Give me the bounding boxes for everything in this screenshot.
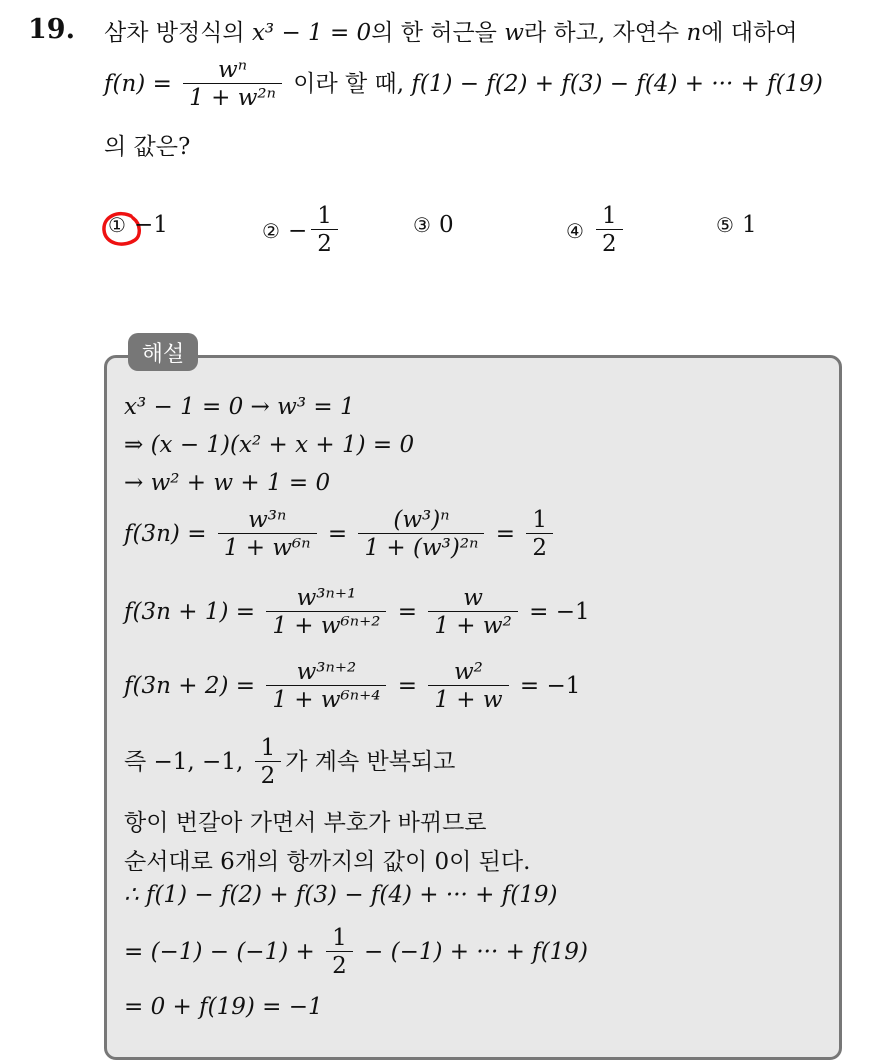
lhs: f(3n + 1) = — [124, 598, 256, 625]
denominator: 1 + w⁶ⁿ — [218, 533, 317, 561]
numerator: 1 — [317, 203, 332, 229]
fraction — [266, 586, 386, 640]
choice-fraction — [311, 204, 338, 258]
equals: = — [495, 520, 515, 547]
text: 에 대하여 — [701, 20, 798, 46]
fraction — [428, 586, 517, 640]
choice-3[interactable] — [413, 212, 454, 238]
numerator: w — [463, 585, 483, 611]
choice-mark: ③ — [413, 213, 431, 237]
numerator: 1 — [260, 735, 276, 761]
text: 가 계속 반복되고 — [285, 748, 456, 775]
text: 이라 할 때, — [293, 70, 405, 97]
text: 즉 −1, −1, — [124, 748, 244, 775]
solution-step-11 — [124, 926, 588, 980]
numerator: 1 — [601, 203, 617, 229]
problem-line-3: 의 값은? — [104, 134, 191, 160]
text: − (−1) + ··· + f(19) — [364, 938, 588, 965]
equation: x³ − 1 = 0 — [251, 20, 372, 46]
choice-1[interactable] — [108, 212, 168, 238]
numerator: w³ⁿ⁺¹ — [296, 585, 357, 611]
numerator: 1 — [332, 925, 347, 951]
numerator: w³ⁿ⁺² — [296, 659, 357, 685]
rhs: = −1 — [519, 672, 581, 699]
choice-mark: ④ — [566, 218, 584, 243]
choice-value: 1 — [741, 212, 757, 238]
problem-number: 19. — [28, 14, 75, 45]
denominator: 1 + w⁶ⁿ⁺² — [266, 611, 386, 639]
choice-value: −1 — [133, 212, 168, 238]
solution-step-2: ⇒ (x − 1)(x² + x + 1) = 0 — [124, 432, 415, 458]
denominator: 2 — [326, 951, 353, 979]
denominator: 1 + (w³)²ⁿ — [358, 533, 484, 561]
solution-step-10: ∴ f(1) − f(2) + f(3) − f(4) + ··· + f(19) — [124, 882, 558, 908]
denominator: 2 — [596, 229, 623, 257]
lhs: f(3n + 2) = — [124, 672, 256, 699]
solution-step-12: = 0 + f(19) = −1 — [124, 994, 323, 1020]
sum-expression: f(1) − f(2) + f(3) − f(4) + ··· + f(19) — [411, 70, 823, 97]
numerator: w³ⁿ — [248, 507, 287, 533]
choice-5[interactable] — [716, 212, 757, 238]
variable-w: w — [504, 20, 524, 46]
text: 라 하고, 자연수 — [523, 20, 680, 46]
choice-2[interactable] — [262, 204, 342, 258]
solution-step-6 — [124, 660, 580, 714]
solution-step-9: 순서대로 6개의 항까지의 값이 0이 된다. — [124, 849, 531, 875]
choice-fraction — [596, 204, 623, 258]
choice-4[interactable] — [566, 204, 627, 258]
variable-n: n — [686, 20, 702, 46]
numerator: 1 — [532, 507, 547, 533]
problem-line-2 — [104, 58, 823, 112]
equals: = — [327, 520, 348, 547]
fraction — [255, 736, 282, 790]
fraction — [326, 926, 353, 980]
denominator: 1 + w²ⁿ — [183, 83, 282, 111]
fraction — [266, 660, 386, 714]
equals: = — [397, 672, 418, 699]
choice-mark: ① — [108, 213, 126, 237]
denominator: 2 — [311, 229, 338, 257]
rhs: = −1 — [529, 598, 590, 625]
solution-step-3: → w² + w + 1 = 0 — [124, 470, 331, 496]
denominator: 1 + w — [428, 685, 508, 713]
problem-line-1 — [104, 14, 797, 47]
text: 삼차 방정식의 — [104, 20, 245, 46]
equals: = — [397, 598, 418, 625]
numerator: wⁿ — [218, 57, 248, 83]
solution-step-5 — [124, 586, 590, 640]
denominator: 2 — [255, 761, 282, 789]
text: 의 한 허근을 — [371, 20, 497, 46]
fraction — [428, 660, 508, 714]
fraction — [218, 508, 317, 562]
solution-step-8: 항이 번갈아 가면서 부호가 바뀌므로 — [124, 810, 487, 836]
denominator: 2 — [526, 533, 553, 561]
choice-mark: ② — [262, 218, 280, 243]
numerator: w² — [454, 659, 483, 685]
solution-step-4 — [124, 508, 557, 562]
choice-sign: − — [287, 217, 308, 244]
text: = (−1) − (−1) + — [124, 938, 315, 965]
fraction — [183, 58, 282, 112]
function-def: f(n) = — [104, 70, 172, 97]
denominator: 1 + w² — [428, 611, 517, 639]
denominator: 1 + w⁶ⁿ⁺⁴ — [266, 685, 386, 713]
solution-step-7 — [124, 736, 455, 790]
fraction — [526, 508, 553, 562]
numerator: (w³)ⁿ — [393, 507, 450, 533]
fraction — [358, 508, 484, 562]
solution-label: 해설 — [128, 333, 198, 371]
lhs: f(3n) = — [124, 520, 207, 547]
solution-step-1: x³ − 1 = 0 → w³ = 1 — [124, 394, 355, 420]
choice-mark: ⑤ — [716, 213, 734, 237]
choice-value: 0 — [438, 212, 454, 238]
